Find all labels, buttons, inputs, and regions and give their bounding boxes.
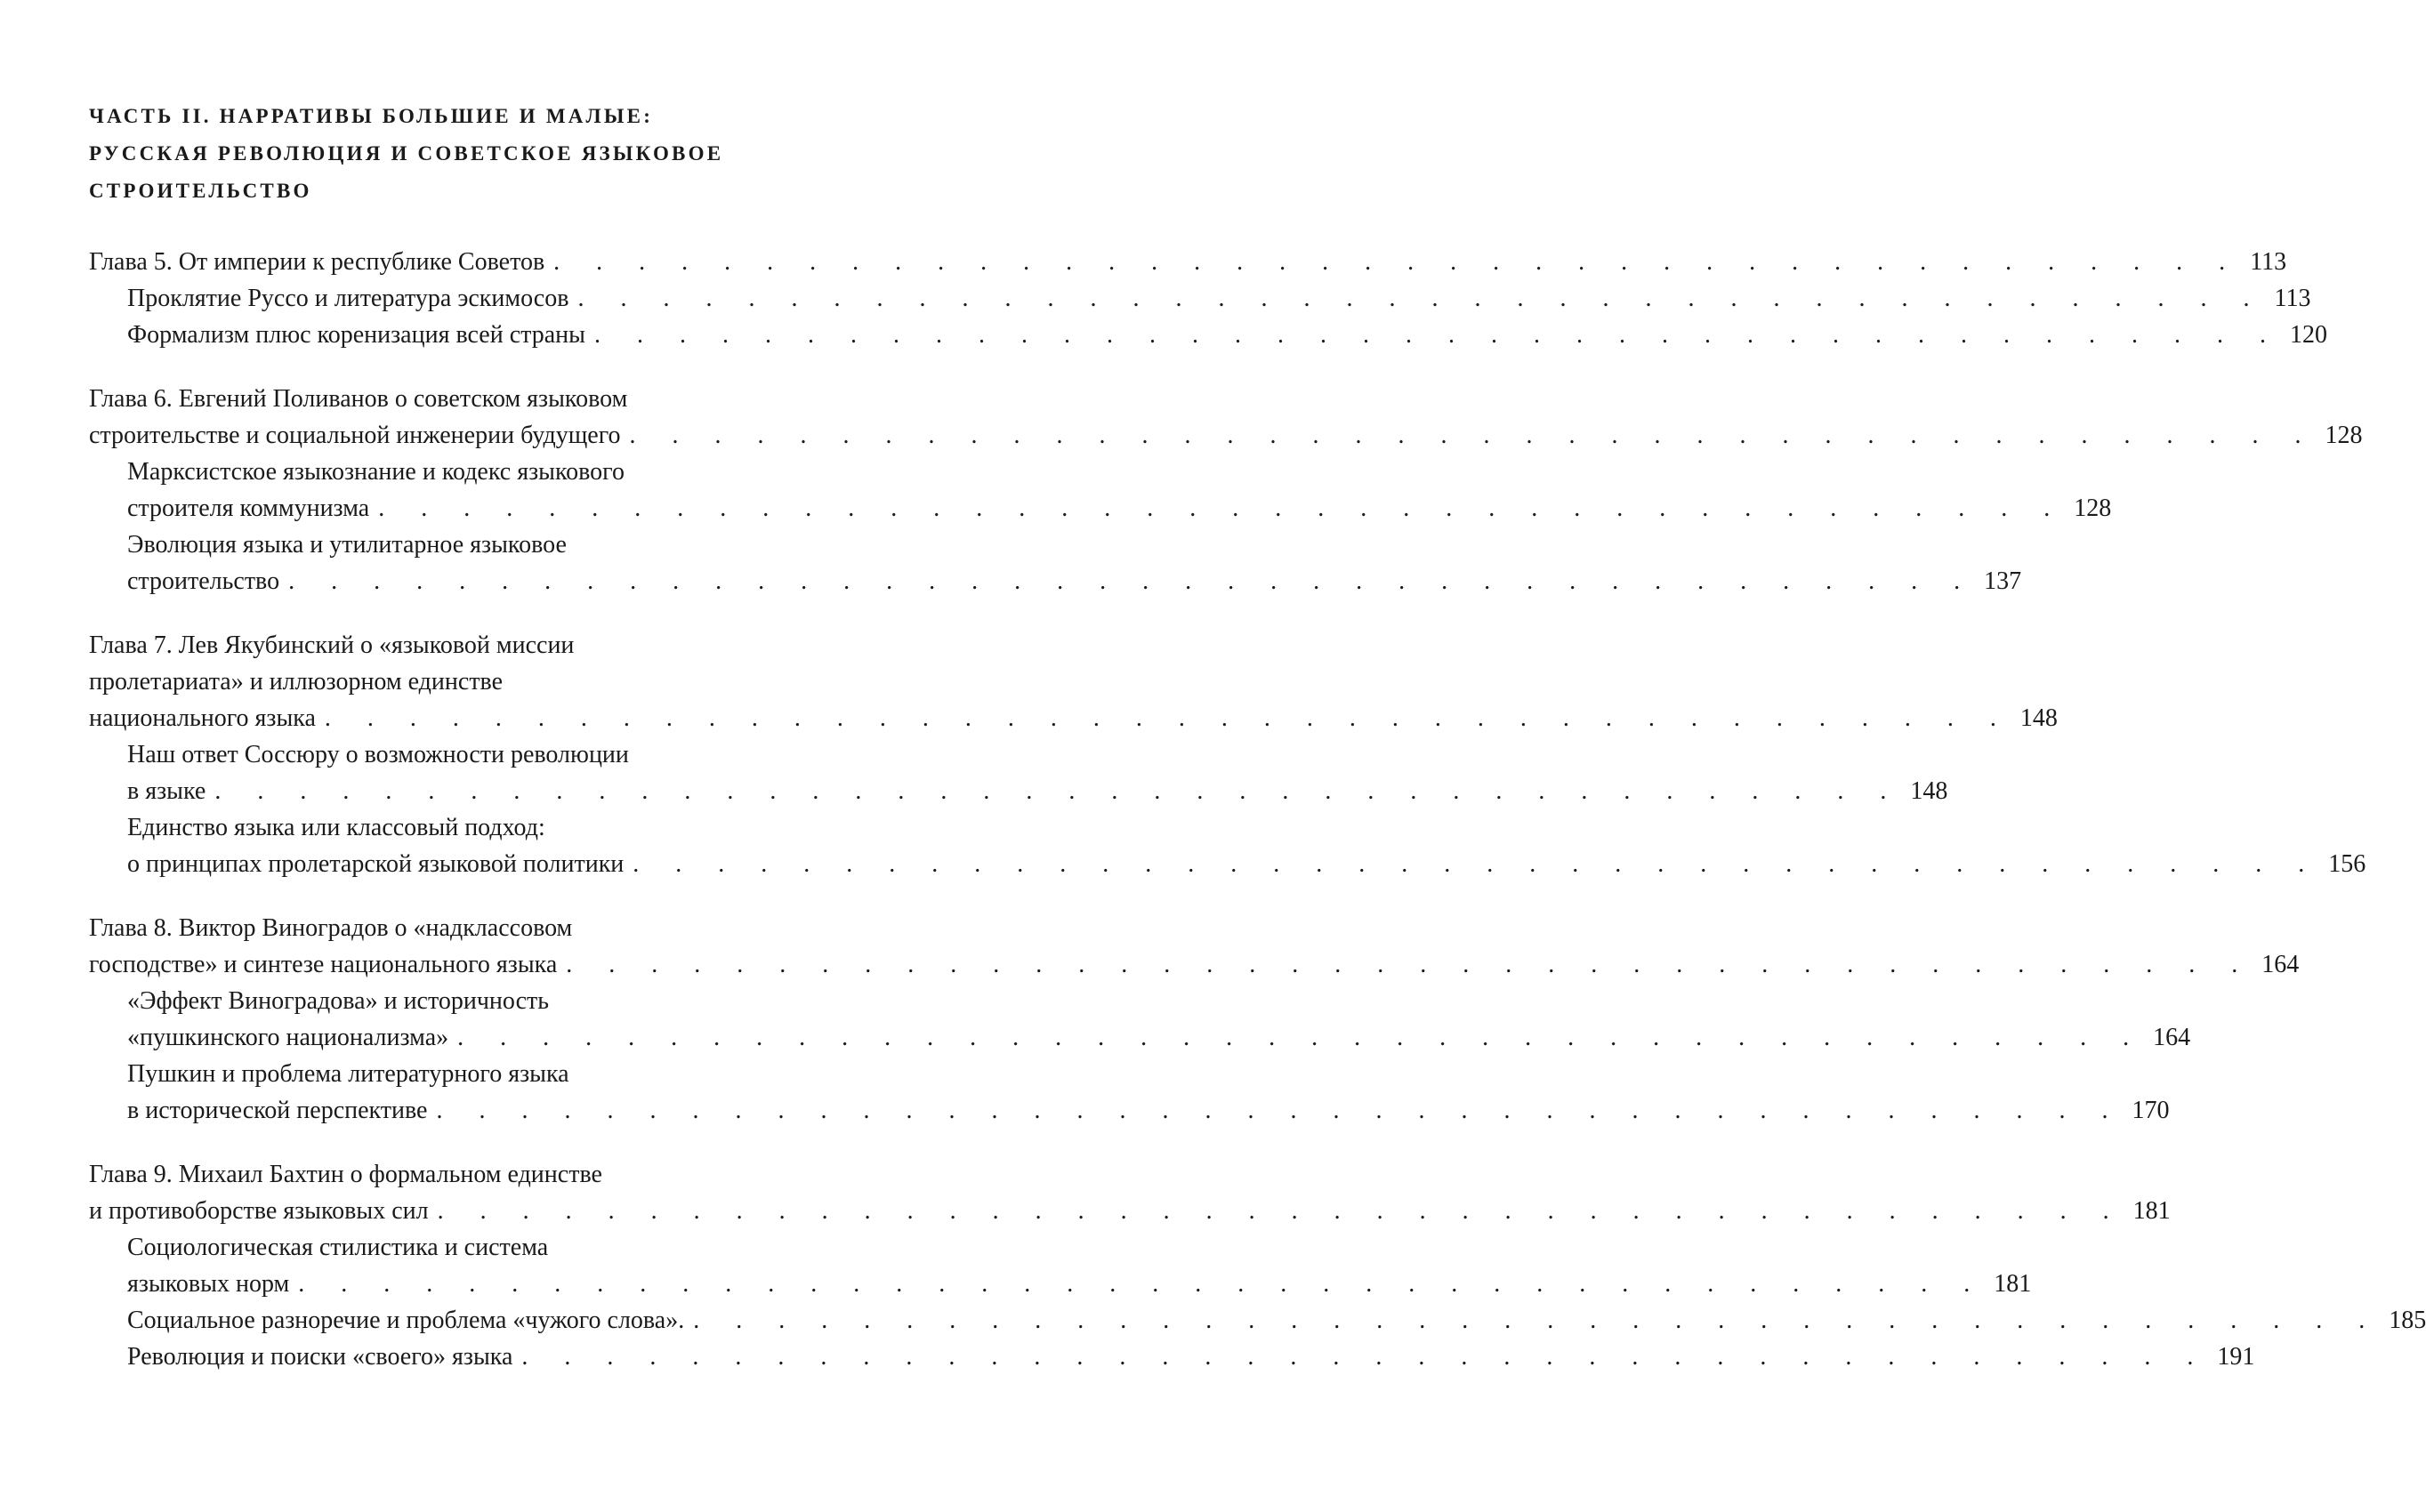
- section-title-line: Социологическая стилистика и система: [127, 1234, 549, 1261]
- section-title-line: «Эффект Виноградова» и историчность: [127, 987, 550, 1015]
- dot-leader: . . . . . . . . . . . . . . . . . . . . . . . . . . . . . . . . . . . . . . . .: [629, 422, 2317, 449]
- toc-section-entry[interactable]: [89, 983, 2191, 1056]
- part-title-line: РУССКАЯ РЕВОЛЮЦИЯ И СОВЕТСКОЕ ЯЗЫКОВОЕ: [89, 142, 724, 165]
- toc-line: [89, 1193, 2171, 1229]
- page-number: 137: [1984, 567, 2022, 595]
- dot-leader: . . . . . . . . . . . . . . . . . . . . . . . . . . . . . . . . . . . . . . . .: [593, 321, 2281, 349]
- toc-line: [127, 563, 2022, 599]
- toc-section-entry[interactable]: [89, 1229, 2032, 1302]
- toc-section-entry[interactable]: [89, 454, 2112, 527]
- section-title-line: Пушкин и проблема литературного языка: [127, 1060, 569, 1088]
- toc-line: [127, 773, 1948, 809]
- dot-leader: . . . . . . . . . . . . . . . . . . . . . . . . . . . . . . . . . . . . . . . .: [378, 495, 2066, 522]
- page-number: 185: [2389, 1307, 2426, 1334]
- chapter-title-line: Глава 5. От империи к республике Советов: [89, 248, 545, 276]
- dot-leader: . . . . . . . . . . . . . . . . . . . . . . . . . . . . . . . . . . . . . . . .: [553, 248, 2241, 276]
- dot-leader: . . . . . . . . . . . . . . . . . . . . . . . . . . . . . . . . . . . . . . . .: [298, 1270, 1986, 1298]
- toc-list: [89, 244, 2426, 1375]
- chapter-block: [89, 244, 2327, 353]
- toc-section-entry[interactable]: [89, 280, 2311, 317]
- page-number: 170: [2132, 1097, 2170, 1124]
- toc-section-entry[interactable]: [89, 809, 2366, 882]
- chapter-title-line: Глава 9. Михаил Бахтин о формальном единстве: [89, 1161, 602, 1188]
- toc-line: [127, 280, 2311, 317]
- toc-line: [127, 1019, 2191, 1056]
- page-number: 164: [2261, 951, 2300, 978]
- toc-chapter-entry[interactable]: [89, 381, 2363, 454]
- chapter-block: [89, 1156, 2426, 1375]
- section-title-line: в исторической перспективе: [127, 1097, 428, 1124]
- chapter-block: [89, 381, 2363, 599]
- section-title-line: Социальное разноречие и проблема «чужого слова».: [127, 1307, 685, 1334]
- section-title-line: Наш ответ Соссюру о возможности революции: [127, 741, 629, 768]
- page-number: 156: [2328, 850, 2366, 878]
- toc-line: [89, 417, 2363, 454]
- toc-section-entry[interactable]: [89, 1302, 2426, 1339]
- dot-leader: . . . . . . . . . . . . . . . . . . . . . . . . . . . . . . . . . . . . . . . .: [693, 1307, 2381, 1334]
- section-title-line: «пушкинского национализма»: [127, 1024, 449, 1051]
- chapter-title-line: строительстве и социальной инженерии будущего: [89, 422, 621, 449]
- chapter-title-line: Глава 6. Евгений Поливанов о советском языковом: [89, 385, 628, 413]
- dot-leader: . . . . . . . . . . . . . . . . . . . . . . . . . . . . . . . . . . . . . . . .: [577, 285, 2265, 312]
- toc-section-entry[interactable]: [89, 1056, 2170, 1129]
- section-title-line: Единство языка или классовый подход:: [127, 814, 545, 841]
- section-title-line: строительство: [127, 567, 280, 595]
- page-number: 191: [2217, 1343, 2255, 1371]
- dot-leader: . . . . . . . . . . . . . . . . . . . . . . . . . . . . . . . . . . . . . . . .: [288, 567, 1976, 595]
- section-title-line: языковых норм: [127, 1270, 290, 1298]
- toc-chapter-entry[interactable]: [89, 910, 2300, 983]
- chapter-block: [89, 627, 2366, 882]
- part-title-line: ЧАСТЬ II. НАРРАТИВЫ БОЛЬШИЕ И МАЛЫЕ:: [89, 105, 654, 127]
- page-number: 181: [2132, 1197, 2171, 1225]
- page-number: 120: [2289, 321, 2327, 349]
- dot-leader: . . . . . . . . . . . . . . . . . . . . . . . . . . . . . . . . . . . . . . . .: [566, 951, 2253, 978]
- chapter-title-line: Глава 8. Виктор Виноградов о «надклассовом: [89, 914, 573, 942]
- toc-line: [127, 1339, 2255, 1375]
- toc-line: [89, 946, 2300, 983]
- toc-line: [127, 490, 2112, 527]
- page-number: 148: [2019, 704, 2058, 732]
- page-number: 181: [1994, 1270, 2032, 1298]
- toc-chapter-entry[interactable]: [89, 627, 2058, 736]
- dot-leader: . . . . . . . . . . . . . . . . . . . . . . . . . . . . . . . . . . . . . . . .: [324, 704, 2011, 732]
- chapter-block: [89, 910, 2300, 1129]
- dot-leader: . . . . . . . . . . . . . . . . . . . . . . . . . . . . . . . . . . . . . . . .: [457, 1024, 2145, 1051]
- toc-line: [89, 244, 2287, 280]
- page-number: 148: [1910, 777, 1948, 805]
- toc-line: [127, 1266, 2032, 1302]
- chapter-title-line: пролетариата» и иллюзорном единстве: [89, 668, 504, 696]
- page-number: 128: [2325, 422, 2363, 449]
- toc-line: [89, 700, 2058, 736]
- section-title-line: строителя коммунизма: [127, 495, 370, 522]
- dot-leader: . . . . . . . . . . . . . . . . . . . . . . . . . . . . . . . . . . . . . . . .: [214, 777, 1902, 805]
- page-number: 128: [2074, 495, 2112, 522]
- section-title-line: Формализм плюс коренизация всей страны: [127, 321, 585, 349]
- toc-section-entry[interactable]: [89, 736, 1948, 809]
- section-title-line: Революция и поиски «своего» языка: [127, 1343, 513, 1371]
- section-title-line: Марксистское языкознание и кодекс языкового: [127, 458, 625, 486]
- page-number: 113: [2274, 285, 2311, 312]
- page-number: 113: [2250, 248, 2287, 276]
- chapter-title-line: и противоборстве языковых сил: [89, 1197, 429, 1225]
- toc-chapter-entry[interactable]: [89, 244, 2287, 280]
- part-title: [89, 98, 841, 210]
- toc-line: [127, 846, 2366, 882]
- toc-line: [127, 1092, 2170, 1129]
- dot-leader: . . . . . . . . . . . . . . . . . . . . . . . . . . . . . . . . . . . . . . . .: [437, 1197, 2124, 1225]
- section-title-line: о принципах пролетарской языковой политики: [127, 850, 625, 878]
- toc-section-entry[interactable]: [89, 527, 2022, 599]
- chapter-title-line: Глава 7. Лев Якубинский о «языковой миссии: [89, 631, 575, 659]
- section-title-line: Эволюция языка и утилитарное языковое: [127, 531, 567, 559]
- toc-section-entry[interactable]: [89, 317, 2327, 353]
- toc-section-entry[interactable]: [89, 1339, 2255, 1375]
- toc-chapter-entry[interactable]: [89, 1156, 2171, 1229]
- table-of-contents: [89, 98, 2426, 1403]
- toc-line: [127, 1302, 2426, 1339]
- page-number: 164: [2153, 1024, 2191, 1051]
- chapter-title-line: господстве» и синтезе национального языка: [89, 951, 558, 978]
- section-title-line: Проклятие Руссо и литература эскимосов: [127, 285, 569, 312]
- toc-line: [127, 317, 2327, 353]
- chapter-title-line: национального языка: [89, 704, 316, 732]
- section-title-line: в языке: [127, 777, 206, 805]
- dot-leader: . . . . . . . . . . . . . . . . . . . . . . . . . . . . . . . . . . . . . . . .: [436, 1097, 2124, 1124]
- part-title-line: СТРОИТЕЛЬСТВО: [89, 180, 312, 202]
- dot-leader: . . . . . . . . . . . . . . . . . . . . . . . . . . . . . . . . . . . . . . . .: [521, 1343, 2209, 1371]
- dot-leader: . . . . . . . . . . . . . . . . . . . . . . . . . . . . . . . . . . . . . . . .: [633, 850, 2320, 878]
